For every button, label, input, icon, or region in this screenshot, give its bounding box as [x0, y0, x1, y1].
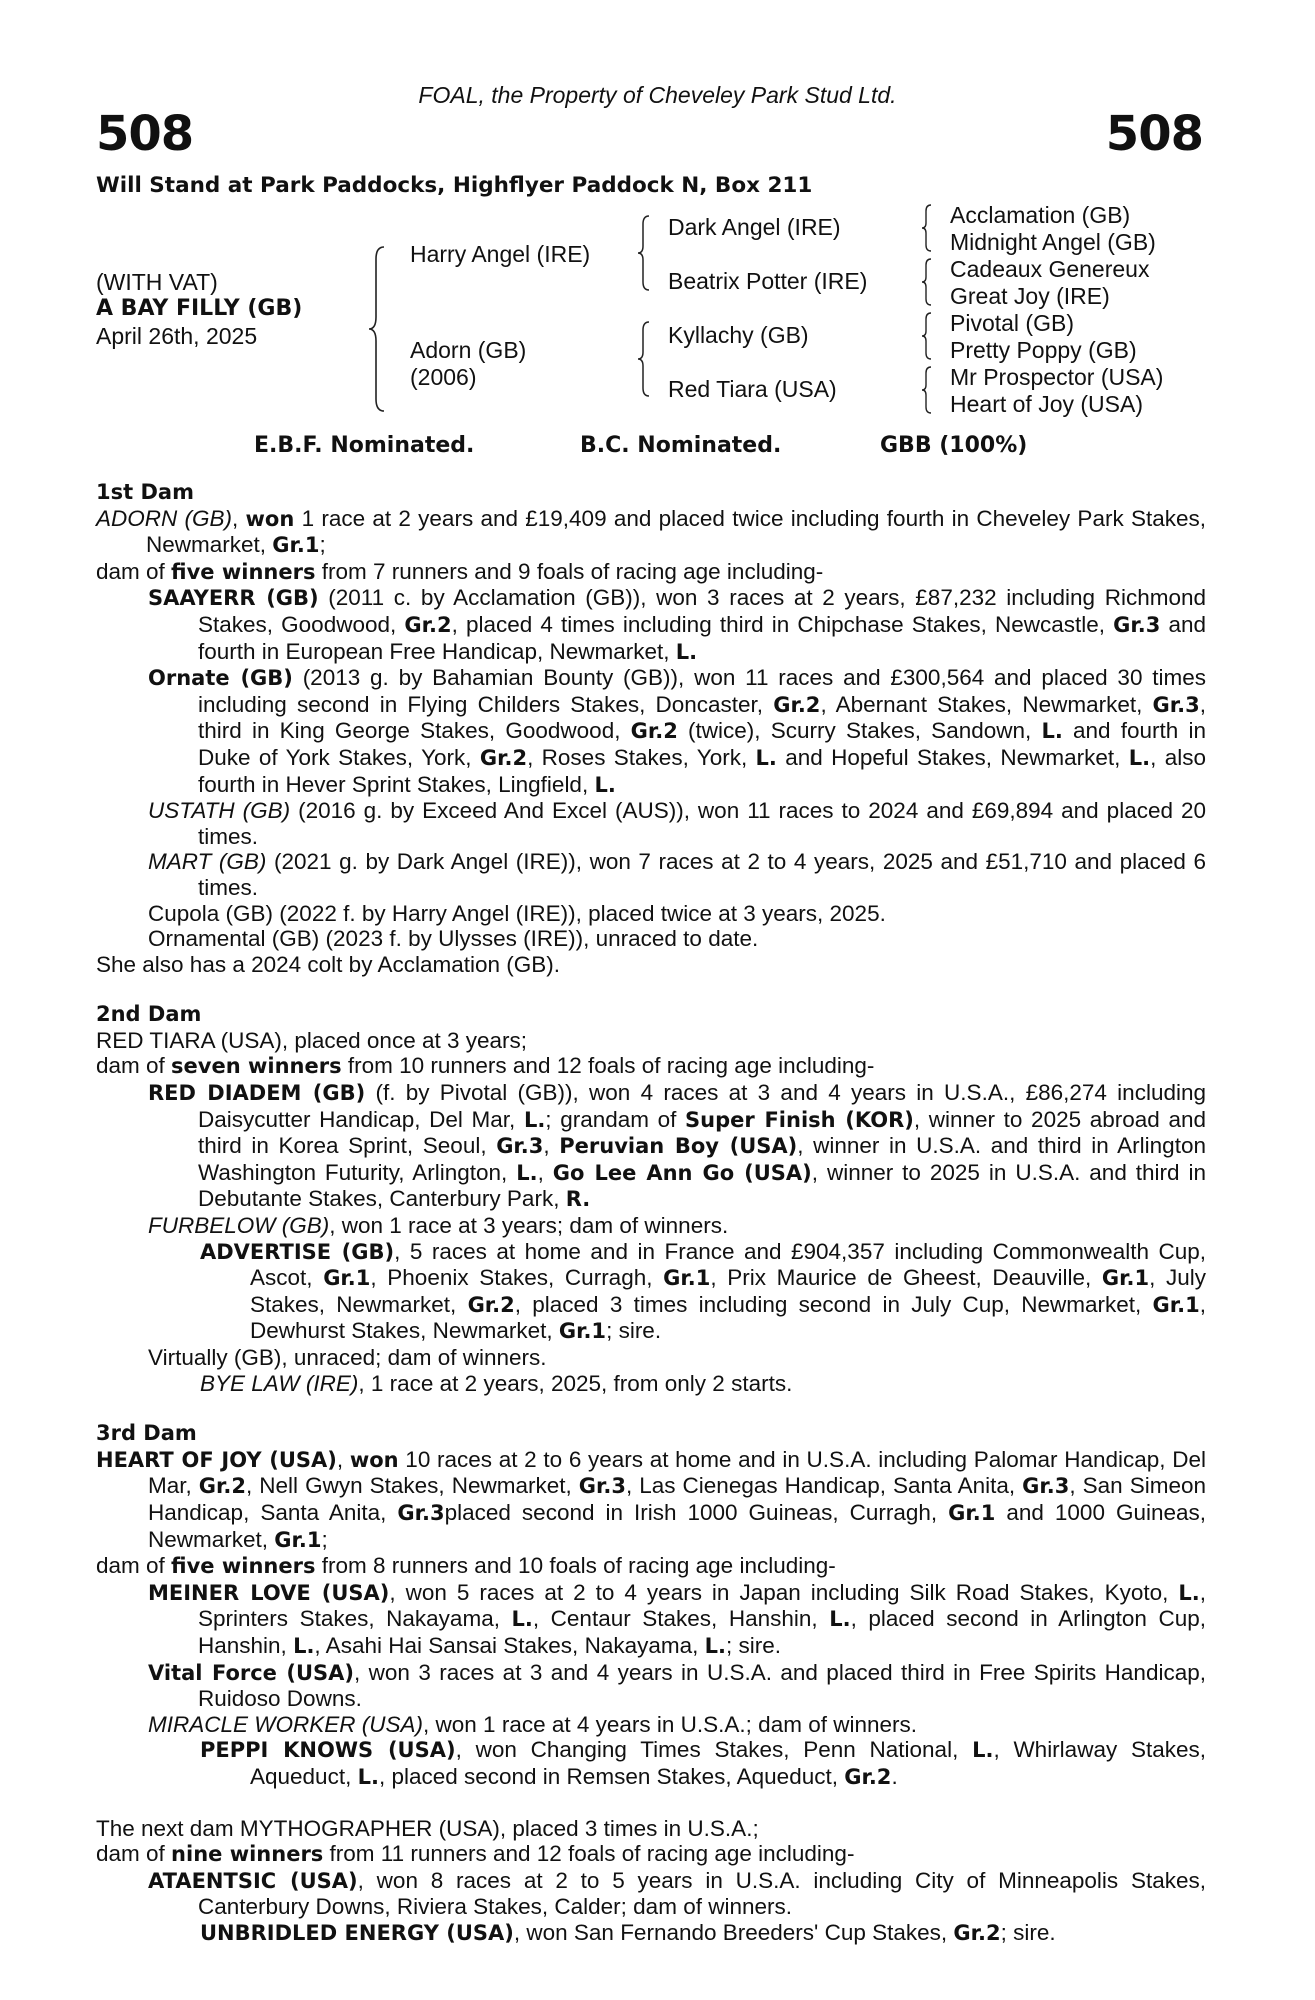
granddam-line-1: Acclamation (GB) — [950, 202, 1131, 228]
granddam-line-6: Pretty Poppy (GB) — [950, 337, 1137, 363]
granddam-line-5: Pivotal (GB) — [950, 310, 1074, 336]
second-dam-entry: RED TIARA (USA), placed once at 3 years; — [96, 1027, 528, 1053]
bc-nomination: B.C. Nominated. — [580, 433, 782, 458]
dam-sire: Kyllachy (GB) — [668, 322, 809, 348]
produce-saayerr: SAAYERR (GB) (2011 c. by Acclamation (GB)), won 3 races at 2 years, £87,232 including Richmond Stakes, Goodwood, Gr.2, placed 4 times including third in Chipchase Stakes, Newcastle, Gr.3 and fourth in European Free Handicap, Newmarket, L. — [148, 585, 1207, 664]
produce-meiner-love: MEINER LOVE (USA), won 5 races at 2 to 4 years in Japan including Silk Road Stakes, Kyoto, L., Sprinters Stakes, Nakayama, L., Centaur Stakes, Hanshin, L., placed second in Arlington Cup, Hanshin, L., Asahi Hai Sansai Stakes, Nakayama, L.; sire. — [148, 1579, 1206, 1658]
produce-red-diadem: RED DIADEM (GB) (f. by Pivotal (GB)), won 4 races at 3 and 4 years in U.S.A., £86,274 including Daisycutter Handicap, Del Mar, L.; grandam of Super Finish (KOR), winner to 2025 abroad and third in Korea Sprint, Seoul, Gr.3, Peruvian Boy (USA), winner in U.S.A. and third in Arlington Washington Futurity, Arlington, L., Go Lee Ann Go (USA), winner to 2025 in U.S.A. and third in Debutante Stakes, Canterbury Park, R. — [148, 1080, 1206, 1212]
gbb-rating: GBB (100%) — [880, 433, 1028, 458]
catalogue-body — [96, 480, 1206, 1946]
first-dam-entry: ADORN (GB), won 1 race at 2 years and £19,409 and placed twice including fourth in Cheveley Park Stakes, Newmarket, Gr.1; — [96, 505, 1206, 558]
produce-peppi-knows: PEPPI KNOWS (USA), won Changing Times Stakes, Penn National, L., Whirlaway Stakes, Aqueduct, L., placed second in Remsen Stakes, Aqueduct, Gr.2. — [200, 1737, 1206, 1789]
sire-dam: Beatrix Potter (IRE) — [668, 268, 868, 294]
dam: Adorn (GB) — [410, 337, 527, 363]
granddam-line-7: Mr Prospector (USA) — [950, 364, 1164, 390]
dam-dam: Red Tiara (USA) — [668, 376, 837, 402]
granddam-line-3: Cadeaux Genereux — [950, 256, 1150, 282]
produce-ataentsic: ATAENTSIC (USA), won 8 races at 2 to 5 years in U.S.A. including City of Minneapolis Stakes, Canterbury Downs, Riviera Stakes, Calder; dam of winners. — [148, 1867, 1206, 1920]
second-dam-produce-summary: dam of seven winners from 10 runners and 12 foals of racing age including- — [96, 1053, 875, 1079]
produce-2024-colt: She also has a 2024 colt by Acclamation (GB). — [96, 951, 560, 977]
produce-vital-force: Vital Force (USA), won 3 races at 3 and 4 years in U.S.A. and placed third in Free Spirits Handicap, Ruidoso Downs. — [148, 1659, 1206, 1712]
granddam-line-2: Midnight Angel (GB) — [950, 229, 1156, 255]
next-dam-produce-summary: dam of nine winners from 11 runners and 12 foals of racing age including- — [96, 1841, 855, 1867]
lot-number-left: 508 — [96, 106, 194, 162]
produce-unbridled-energy: UNBRIDLED ENERGY (USA), won San Fernando Breeders' Cup Stakes, Gr.2; sire. — [200, 1919, 1056, 1945]
section-first-dam: 1st Dam — [96, 480, 194, 504]
granddam-line-4: Great Joy (IRE) — [950, 283, 1110, 309]
brace-g3-2 — [920, 257, 934, 307]
brace-dam-line — [636, 320, 652, 398]
brace-g3-3 — [920, 311, 934, 361]
property-line: FOAL, the Property of Cheveley Park Stud Ltd. — [418, 82, 897, 108]
produce-mart: MART (GB) (2021 g. by Dark Angel (IRE)), won 7 races at 2 to 4 years, 2025 and £51,710 and placed 6 times. — [148, 849, 1206, 900]
lot-number-right: 508 — [1105, 106, 1203, 162]
sire-sire: Dark Angel (IRE) — [668, 214, 841, 240]
brace-g3-1 — [920, 203, 934, 253]
produce-advertise: ADVERTISE (GB), 5 races at home and in France and £904,357 including Commonwealth Cup, Ascot, Gr.1, Phoenix Stakes, Curragh, Gr.1, Prix Maurice de Gheest, Deauville, Gr.1, July Stakes, Newmarket, Gr.2, placed 3 times including second in July Cup, Newmarket, Gr.1, Dewhurst Stakes, Newmarket, Gr.1; sire. — [200, 1238, 1207, 1344]
ebf-nomination: E.B.F. Nominated. — [254, 433, 475, 458]
produce-ornamental: Ornamental (GB) (2023 f. by Ulysses (IRE)), unraced to date. — [148, 926, 759, 952]
produce-miracle-worker: MIRACLE WORKER (USA), won 1 race at 4 years in U.S.A.; dam of winners. — [148, 1711, 917, 1737]
sire: Harry Angel (IRE) — [410, 241, 591, 267]
third-dam-entry: HEART OF JOY (USA), won 10 races at 2 to 6 years at home and in U.S.A. including Palomar Handicap, Del Mar, Gr.2, Nell Gwyn Stakes, Newmarket, Gr.3, Las Cienegas Handicap, Santa Anita, Gr.3, San Simeon Handicap, Santa Anita, Gr.3placed second in Irish 1000 Guineas, Curragh, Gr.1 and 1000 Guineas, Newmarket, Gr.1; — [96, 1446, 1207, 1552]
foaling-date: April 26th, 2025 — [96, 323, 258, 349]
produce-furbelow: FURBELOW (GB), won 1 race at 3 years; dam of winners. — [148, 1213, 729, 1239]
lot-title: A BAY FILLY (GB) — [96, 296, 303, 321]
vat-note: (WITH VAT) — [96, 269, 218, 295]
brace-g3-4 — [920, 365, 934, 415]
section-third-dam: 3rd Dam — [96, 1421, 197, 1446]
granddam-line-8: Heart of Joy (USA) — [950, 391, 1143, 417]
brace-sire-line — [636, 214, 652, 292]
produce-ornate: Ornate (GB) (2013 g. by Bahamian Bounty (GB)), won 11 races and £300,564 and placed 30 times including second in Flying Childers Stakes, Doncaster, Gr.2, Abernant Stakes, Newmarket, Gr.3, third in King George Stakes, Goodwood, Gr.2 (twice), Scurry Stakes, Sandown, L. and fourth in Duke of York Stakes, York, Gr.2, Roses Stakes, York, L. and Hopeful Stakes, Newmarket, L., also fourth in Hever Sprint Stakes, Lingfield, L. — [148, 665, 1206, 797]
third-dam-produce-summary: dam of five winners from 8 runners and 10 foals of racing age including- — [96, 1553, 836, 1579]
dam-year: (2006) — [410, 364, 477, 390]
section-second-dam: 2nd Dam — [96, 1002, 202, 1027]
first-dam-produce-summary: dam of five winners from 7 runners and 9 foals of racing age including- — [96, 558, 824, 584]
next-dam-entry: The next dam MYTHOGRAPHER (USA), placed 3 times in U.S.A.; — [96, 1815, 759, 1841]
produce-cupola: Cupola (GB) (2022 f. by Harry Angel (IRE)), placed twice at 3 years, 2025. — [148, 900, 886, 926]
produce-bye-law: BYE LAW (IRE), 1 race at 2 years, 2025, from only 2 starts. — [200, 1370, 793, 1396]
produce-ustath: USTATH (GB) (2016 g. by Exceed And Excel (AUS)), won 11 races to 2024 and £69,894 and placed 20 times. — [148, 798, 1206, 849]
stand-location: Will Stand at Park Paddocks, Highflyer Paddock N, Box 211 — [96, 173, 813, 198]
produce-virtually: Virtually (GB), unraced; dam of winners. — [148, 1345, 547, 1370]
